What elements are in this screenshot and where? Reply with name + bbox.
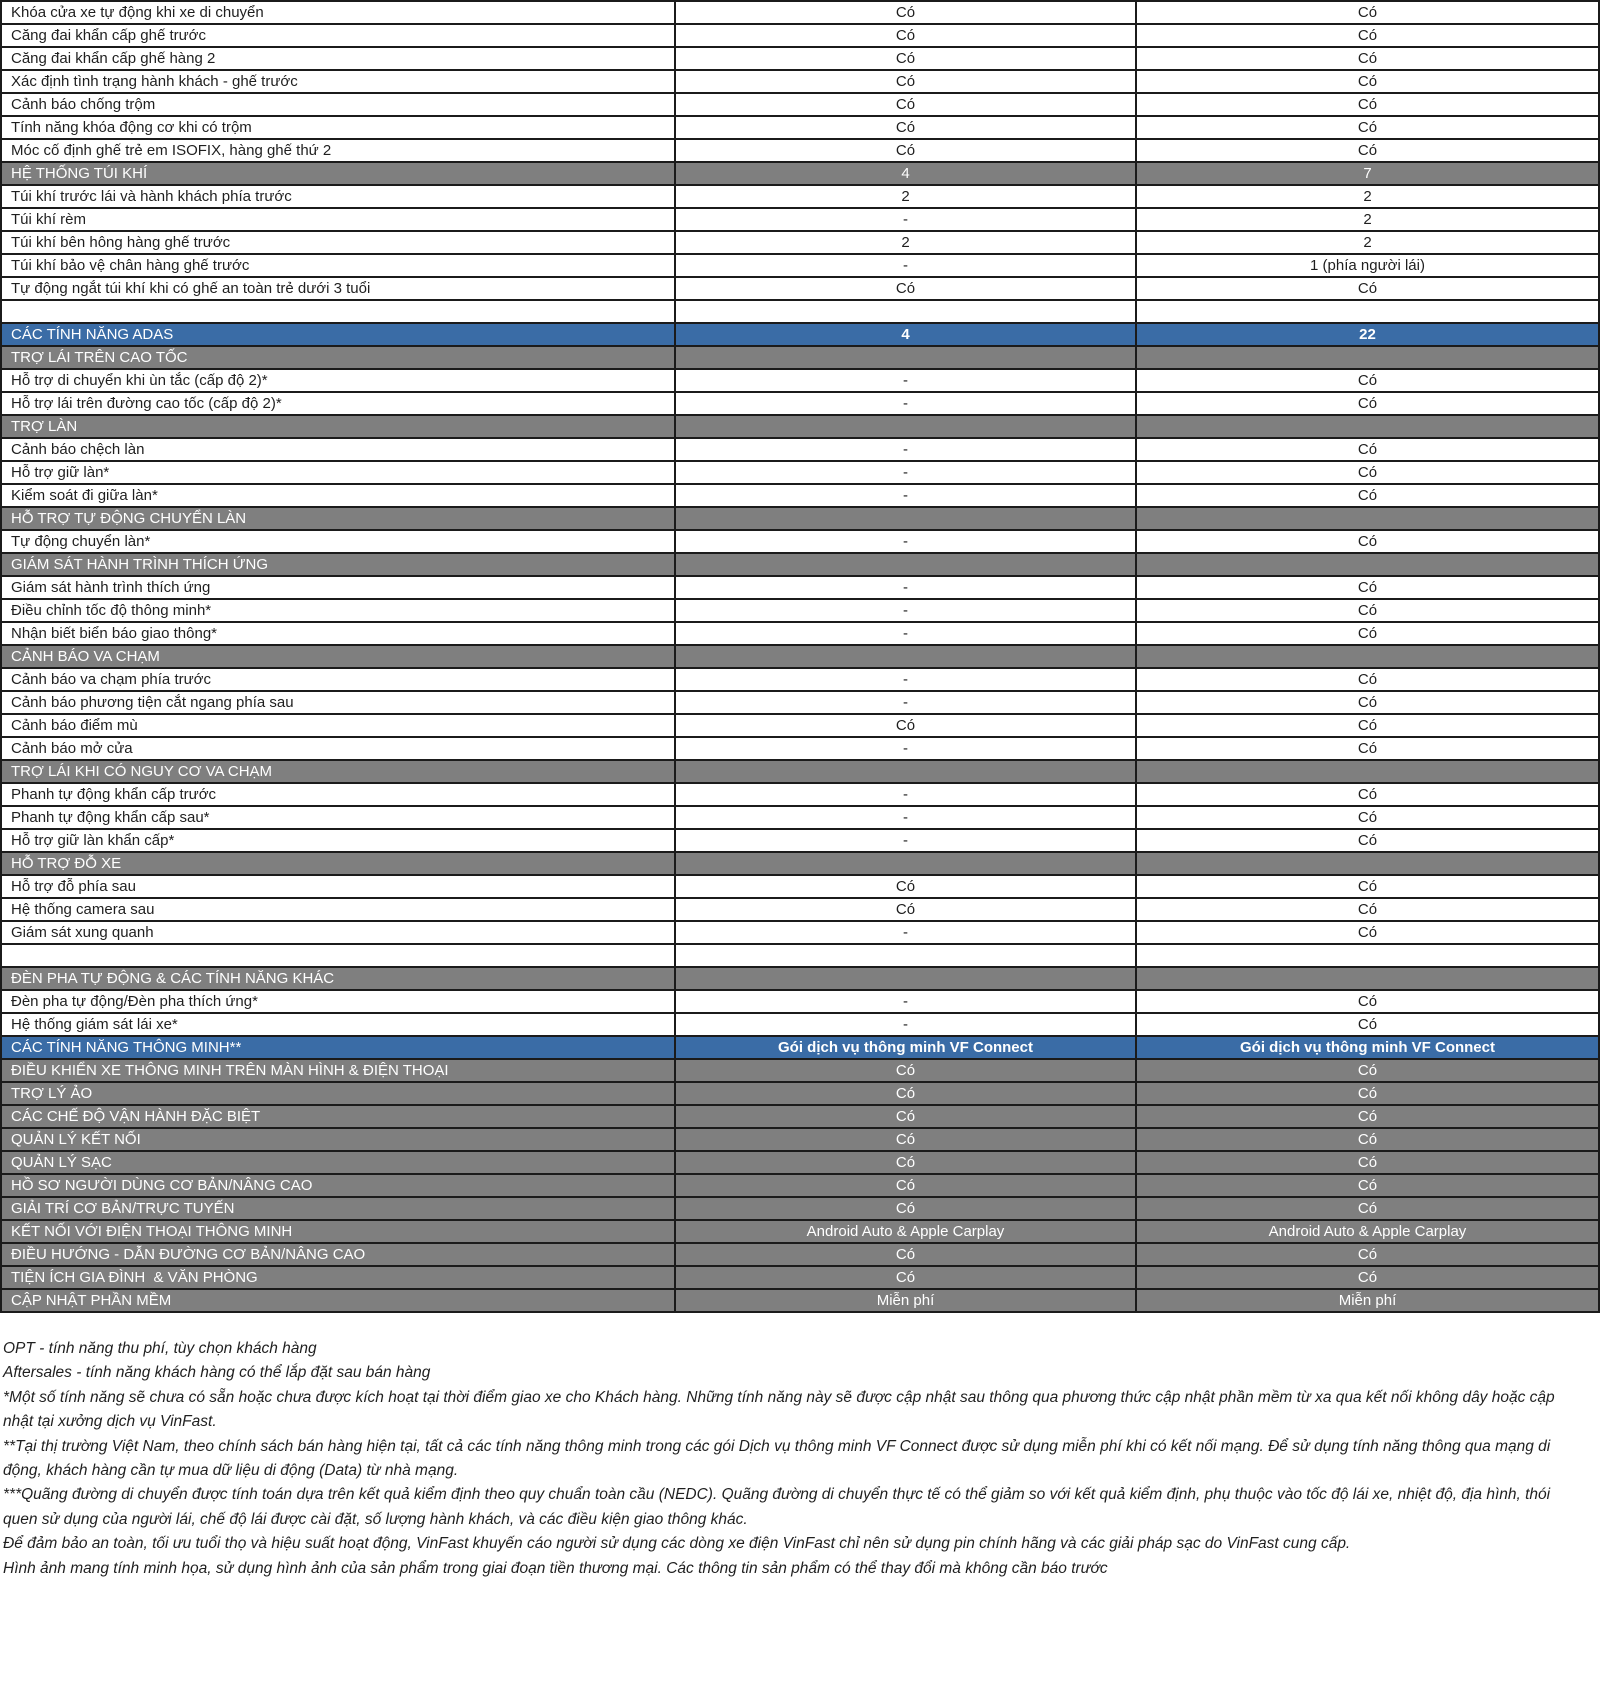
value-cell-variant-2: Có xyxy=(1137,1175,1600,1196)
value-cell-variant-2: Có xyxy=(1137,1129,1600,1150)
value-cell-variant-1: - xyxy=(676,531,1137,552)
feature-label: Cảnh báo va chạm phía trước xyxy=(2,669,676,690)
feature-label: Hỗ trợ giữ làn khẩn cấp* xyxy=(2,830,676,851)
value-cell-variant-2: 2 xyxy=(1137,232,1600,253)
value-cell-variant-2: Có xyxy=(1137,577,1600,598)
value-cell-variant-1: - xyxy=(676,439,1137,460)
value-cell-variant-2 xyxy=(1137,646,1600,667)
value-cell-variant-1: - xyxy=(676,577,1137,598)
feature-label: Xác định tình trạng hành khách - ghế trước xyxy=(2,71,676,92)
value-cell-variant-2 xyxy=(1137,508,1600,529)
value-cell-variant-2: Có xyxy=(1137,393,1600,414)
table-row xyxy=(2,577,1600,600)
value-cell-variant-1: Có xyxy=(676,1198,1137,1219)
value-cell-variant-1: - xyxy=(676,807,1137,828)
value-cell-variant-1: Có xyxy=(676,1129,1137,1150)
table-row xyxy=(2,1221,1600,1244)
table-row xyxy=(2,94,1600,117)
feature-label: TRỢ LÝ ẢO xyxy=(2,1083,676,1104)
value-cell-variant-2: Có xyxy=(1137,25,1600,46)
value-cell-variant-1: 4 xyxy=(676,163,1137,184)
feature-label: GIẢI TRÍ CƠ BẢN/TRỰC TUYẾN xyxy=(2,1198,676,1219)
value-cell-variant-2: Có xyxy=(1137,1198,1600,1219)
footnote-line: Hình ảnh mang tính minh họa, sử dụng hình ảnh của sản phẩm trong giai đoạn tiền thương mại. Các thông tin sản phẩm có thể thay đổi mà không cần báo trước xyxy=(3,1559,1108,1577)
table-row xyxy=(2,876,1600,899)
value-cell-variant-1 xyxy=(676,968,1137,989)
value-cell-variant-2: Có xyxy=(1137,600,1600,621)
feature-label: CÁC TÍNH NĂNG THÔNG MINH** xyxy=(2,1037,676,1058)
value-cell-variant-1 xyxy=(676,945,1137,966)
footnote-line: Để đảm bảo an toàn, tối ưu tuổi thọ và hiệu suất hoạt động, VinFast khuyến cáo người sử dụng các dòng xe điện VinFast chỉ nên sử dụng pin chính hãng và các giải pháp sạc do VinFast cung cấp. xyxy=(3,1535,1351,1553)
table-row xyxy=(2,2,1600,25)
feature-label: Kiểm soát đi giữa làn* xyxy=(2,485,676,506)
value-cell-variant-1 xyxy=(676,646,1137,667)
feature-label: Cảnh báo chống trộm xyxy=(2,94,676,115)
value-cell-variant-1: - xyxy=(676,255,1137,276)
table-row xyxy=(2,531,1600,554)
table-row xyxy=(2,692,1600,715)
feature-label: CẢNH BÁO VA CHẠM xyxy=(2,646,676,667)
value-cell-variant-2: Có xyxy=(1137,140,1600,161)
footnote-line: OPT - tính năng thu phí, tùy chọn khách hàng xyxy=(3,1340,317,1357)
table-row xyxy=(2,968,1600,991)
table-row xyxy=(2,1152,1600,1175)
table-row xyxy=(2,1083,1600,1106)
feature-label: Giám sát xung quanh xyxy=(2,922,676,943)
value-cell-variant-2: 2 xyxy=(1137,186,1600,207)
value-cell-variant-2 xyxy=(1137,853,1600,874)
table-row xyxy=(2,25,1600,48)
value-cell-variant-1: Android Auto & Apple Carplay xyxy=(676,1221,1137,1242)
value-cell-variant-2: Có xyxy=(1137,2,1600,23)
table-row xyxy=(2,48,1600,71)
feature-label: Điều chỉnh tốc độ thông minh* xyxy=(2,600,676,621)
value-cell-variant-1: 2 xyxy=(676,186,1137,207)
table-row xyxy=(2,715,1600,738)
feature-label: Đèn pha tự động/Đèn pha thích ứng* xyxy=(2,991,676,1012)
table-row xyxy=(2,71,1600,94)
value-cell-variant-2: Có xyxy=(1137,370,1600,391)
feature-label: Cảnh báo chệch làn xyxy=(2,439,676,460)
table-row xyxy=(2,1037,1600,1060)
value-cell-variant-1: Có xyxy=(676,94,1137,115)
value-cell-variant-2: Có xyxy=(1137,117,1600,138)
value-cell-variant-1: Gói dịch vụ thông minh VF Connect xyxy=(676,1037,1137,1058)
value-cell-variant-1: - xyxy=(676,370,1137,391)
feature-label: Căng đai khẩn cấp ghế trước xyxy=(2,25,676,46)
value-cell-variant-1: Có xyxy=(676,1060,1137,1081)
table-row xyxy=(2,186,1600,209)
feature-label: HỒ SƠ NGƯỜI DÙNG CƠ BẢN/NÂNG CAO xyxy=(2,1175,676,1196)
table-row xyxy=(2,830,1600,853)
value-cell-variant-1 xyxy=(676,761,1137,782)
feature-label: Hỗ trợ lái trên đường cao tốc (cấp độ 2)* xyxy=(2,393,676,414)
table-row xyxy=(2,347,1600,370)
table-row xyxy=(2,117,1600,140)
table-row xyxy=(2,508,1600,531)
value-cell-variant-2: 22 xyxy=(1137,324,1600,345)
feature-label: GIÁM SÁT HÀNH TRÌNH THÍCH ỨNG xyxy=(2,554,676,575)
feature-label: Nhận biết biển báo giao thông* xyxy=(2,623,676,644)
feature-label: Tự động ngắt túi khí khi có ghế an toàn trẻ dưới 3 tuổi xyxy=(2,278,676,299)
feature-label: Khóa cửa xe tự động khi xe di chuyển xyxy=(2,2,676,23)
value-cell-variant-2: Có xyxy=(1137,1083,1600,1104)
table-row xyxy=(2,623,1600,646)
table-row xyxy=(2,784,1600,807)
value-cell-variant-2: Có xyxy=(1137,623,1600,644)
table-row xyxy=(2,416,1600,439)
feature-label: KẾT NỐI VỚI ĐIỆN THOẠI THÔNG MINH xyxy=(2,1221,676,1242)
table-row xyxy=(2,439,1600,462)
value-cell-variant-2 xyxy=(1137,945,1600,966)
table-row xyxy=(2,140,1600,163)
table-row xyxy=(2,600,1600,623)
feature-label: Túi khí bên hông hàng ghế trước xyxy=(2,232,676,253)
value-cell-variant-1: Có xyxy=(676,117,1137,138)
table-row xyxy=(2,1129,1600,1152)
value-cell-variant-1: - xyxy=(676,991,1137,1012)
value-cell-variant-2: Có xyxy=(1137,876,1600,897)
value-cell-variant-1: 2 xyxy=(676,232,1137,253)
value-cell-variant-1: - xyxy=(676,1014,1137,1035)
feature-label: Phanh tự động khẩn cấp sau* xyxy=(2,807,676,828)
feature-label: HỖ TRỢ TỰ ĐỘNG CHUYỂN LÀN xyxy=(2,508,676,529)
value-cell-variant-1: Có xyxy=(676,25,1137,46)
feature-label: Căng đai khẩn cấp ghế hàng 2 xyxy=(2,48,676,69)
value-cell-variant-2 xyxy=(1137,968,1600,989)
feature-label xyxy=(2,301,676,322)
feature-label: Giám sát hành trình thích ứng xyxy=(2,577,676,598)
value-cell-variant-2: Có xyxy=(1137,1014,1600,1035)
value-cell-variant-2: Có xyxy=(1137,1267,1600,1288)
value-cell-variant-2: Có xyxy=(1137,669,1600,690)
table-row xyxy=(2,761,1600,784)
feature-label: QUẢN LÝ KẾT NỐI xyxy=(2,1129,676,1150)
value-cell-variant-2: Có xyxy=(1137,807,1600,828)
feature-label: Tự động chuyển làn* xyxy=(2,531,676,552)
value-cell-variant-1 xyxy=(676,853,1137,874)
feature-label: HỆ THỐNG TÚI KHÍ xyxy=(2,163,676,184)
value-cell-variant-1: - xyxy=(676,209,1137,230)
table-row xyxy=(2,393,1600,416)
value-cell-variant-1 xyxy=(676,301,1137,322)
value-cell-variant-1: Có xyxy=(676,1152,1137,1173)
table-row xyxy=(2,669,1600,692)
footnote-line: *Một số tính năng sẽ chưa có sẵn hoặc chưa được kích hoạt tại thời điểm giao xe cho Khách hàng. Những tính năng này sẽ được cập nhật sau thông qua phương thức cập nhật phần mềm từ xa qua kết nối không dây hoặc cập nhật tại xưởng dịch vụ VinFast. xyxy=(3,1388,1555,1431)
value-cell-variant-1: - xyxy=(676,462,1137,483)
value-cell-variant-2: Có xyxy=(1137,784,1600,805)
value-cell-variant-2 xyxy=(1137,347,1600,368)
feature-label: Túi khí rèm xyxy=(2,209,676,230)
feature-label: CẬP NHẬT PHẦN MỀM xyxy=(2,1290,676,1311)
value-cell-variant-2: Có xyxy=(1137,830,1600,851)
value-cell-variant-2: 1 (phía người lái) xyxy=(1137,255,1600,276)
value-cell-variant-2 xyxy=(1137,301,1600,322)
value-cell-variant-1: Có xyxy=(676,1083,1137,1104)
value-cell-variant-2: Android Auto & Apple Carplay xyxy=(1137,1221,1600,1242)
table-row xyxy=(2,462,1600,485)
value-cell-variant-2: Có xyxy=(1137,738,1600,759)
footnotes xyxy=(0,1337,1600,1581)
table-row xyxy=(2,370,1600,393)
table-row xyxy=(2,163,1600,186)
feature-label: CÁC CHẾ ĐỘ VẬN HÀNH ĐẶC BIỆT xyxy=(2,1106,676,1127)
value-cell-variant-2: Có xyxy=(1137,48,1600,69)
value-cell-variant-2: Có xyxy=(1137,278,1600,299)
value-cell-variant-1: Có xyxy=(676,1106,1137,1127)
value-cell-variant-1: - xyxy=(676,784,1137,805)
table-row xyxy=(2,278,1600,301)
value-cell-variant-2: Có xyxy=(1137,715,1600,736)
value-cell-variant-2 xyxy=(1137,554,1600,575)
feature-label: CÁC TÍNH NĂNG ADAS xyxy=(2,324,676,345)
value-cell-variant-1: Có xyxy=(676,876,1137,897)
table-row xyxy=(2,1014,1600,1037)
table-row xyxy=(2,324,1600,347)
value-cell-variant-1 xyxy=(676,508,1137,529)
value-cell-variant-1: Có xyxy=(676,1175,1137,1196)
value-cell-variant-2: Có xyxy=(1137,1152,1600,1173)
table-row xyxy=(2,301,1600,324)
feature-label: Túi khí trước lái và hành khách phía trước xyxy=(2,186,676,207)
table-row xyxy=(2,485,1600,508)
feature-label: TRỢ LÀN xyxy=(2,416,676,437)
table-row xyxy=(2,853,1600,876)
table-row xyxy=(2,922,1600,945)
value-cell-variant-2: Có xyxy=(1137,1106,1600,1127)
table-row xyxy=(2,1198,1600,1221)
table-row xyxy=(2,899,1600,922)
table-row xyxy=(2,1267,1600,1290)
value-cell-variant-2 xyxy=(1137,416,1600,437)
value-cell-variant-2: Có xyxy=(1137,692,1600,713)
value-cell-variant-1: 4 xyxy=(676,324,1137,345)
table-row xyxy=(2,209,1600,232)
value-cell-variant-2: Có xyxy=(1137,1060,1600,1081)
value-cell-variant-2: Có xyxy=(1137,462,1600,483)
feature-label: Móc cố định ghế trẻ em ISOFIX, hàng ghế thứ 2 xyxy=(2,140,676,161)
table-row xyxy=(2,232,1600,255)
feature-label: Hệ thống giám sát lái xe* xyxy=(2,1014,676,1035)
table-row xyxy=(2,738,1600,761)
value-cell-variant-1: - xyxy=(676,692,1137,713)
footnote-line: **Tại thị trường Việt Nam, theo chính sách bán hàng hiện tại, tất cả các tính năng thông minh trong các gói Dịch vụ thông minh VF Connect được sử dụng miễn phí khi có kết nối mạng. Để sử dụng tính năng thông qua mạng di động, khách hàng cần tự mua dữ liệu di động (Data) từ nhà mạng. xyxy=(3,1437,1551,1480)
value-cell-variant-2: 2 xyxy=(1137,209,1600,230)
table-row xyxy=(2,1175,1600,1198)
value-cell-variant-2: Có xyxy=(1137,531,1600,552)
feature-label: Cảnh báo mở cửa xyxy=(2,738,676,759)
value-cell-variant-1: Có xyxy=(676,48,1137,69)
feature-label: Hệ thống camera sau xyxy=(2,899,676,920)
feature-label: Túi khí bảo vệ chân hàng ghế trước xyxy=(2,255,676,276)
value-cell-variant-1: Có xyxy=(676,2,1137,23)
value-cell-variant-1 xyxy=(676,416,1137,437)
feature-label: Tính năng khóa động cơ khi có trộm xyxy=(2,117,676,138)
value-cell-variant-1: Có xyxy=(676,278,1137,299)
value-cell-variant-1: - xyxy=(676,485,1137,506)
value-cell-variant-1: Có xyxy=(676,1267,1137,1288)
table-row xyxy=(2,1290,1600,1313)
feature-label: Hỗ trợ di chuyển khi ùn tắc (cấp độ 2)* xyxy=(2,370,676,391)
value-cell-variant-2: Có xyxy=(1137,485,1600,506)
table-row xyxy=(2,991,1600,1014)
feature-label: Hỗ trợ giữ làn* xyxy=(2,462,676,483)
value-cell-variant-1: Có xyxy=(676,71,1137,92)
footnote-line: Aftersales - tính năng khách hàng có thể lắp đặt sau bán hàng xyxy=(3,1364,431,1382)
feature-label xyxy=(2,945,676,966)
footnote-line: ***Quãng đường di chuyển được tính toán dựa trên kết quả kiểm định theo quy chuẩn toàn cầu (NEDC). Quãng đường di chuyển thực tế có thể giảm so với kết quả kiểm định, phụ thuộc vào tốc độ lái xe, nhiệt độ, địa hình, thói quen sử dụng của người lái, chế độ lái được cài đặt, số lượng hành khách, và các điều kiện giao thông khác. xyxy=(3,1486,1551,1528)
feature-label: TRỢ LÁI KHI CÓ NGUY CƠ VA CHẠM xyxy=(2,761,676,782)
feature-label: Cảnh báo phương tiện cắt ngang phía sau xyxy=(2,692,676,713)
value-cell-variant-2: Có xyxy=(1137,922,1600,943)
feature-label: TRỢ LÁI TRÊN CAO TỐC xyxy=(2,347,676,368)
value-cell-variant-1: Có xyxy=(676,1244,1137,1265)
feature-label: Phanh tự động khẩn cấp trước xyxy=(2,784,676,805)
table-row xyxy=(2,1244,1600,1267)
feature-label: ĐIỀU KHIỂN XE THÔNG MINH TRÊN MÀN HÌNH & ĐIỆN THOẠI xyxy=(2,1060,676,1081)
value-cell-variant-2: 7 xyxy=(1137,163,1600,184)
value-cell-variant-2: Có xyxy=(1137,94,1600,115)
table-row xyxy=(2,807,1600,830)
value-cell-variant-1: Có xyxy=(676,140,1137,161)
feature-label: HỖ TRỢ ĐỖ XE xyxy=(2,853,676,874)
value-cell-variant-1: - xyxy=(676,922,1137,943)
value-cell-variant-2: Có xyxy=(1137,71,1600,92)
value-cell-variant-1 xyxy=(676,554,1137,575)
table-row xyxy=(2,1106,1600,1129)
value-cell-variant-2: Miễn phí xyxy=(1137,1290,1600,1311)
feature-label: Hỗ trợ đỗ phía sau xyxy=(2,876,676,897)
value-cell-variant-2: Có xyxy=(1137,991,1600,1012)
table-row xyxy=(2,1060,1600,1083)
value-cell-variant-1: - xyxy=(676,393,1137,414)
value-cell-variant-1: - xyxy=(676,738,1137,759)
value-cell-variant-1: - xyxy=(676,600,1137,621)
value-cell-variant-2: Có xyxy=(1137,1244,1600,1265)
feature-label: ĐIỀU HƯỚNG - DẪN ĐƯỜNG CƠ BẢN/NÂNG CAO xyxy=(2,1244,676,1265)
table-row xyxy=(2,554,1600,577)
value-cell-variant-1 xyxy=(676,347,1137,368)
table-row xyxy=(2,255,1600,278)
value-cell-variant-1: - xyxy=(676,623,1137,644)
table-row xyxy=(2,945,1600,968)
table-row xyxy=(2,646,1600,669)
value-cell-variant-1: Có xyxy=(676,899,1137,920)
value-cell-variant-2 xyxy=(1137,761,1600,782)
value-cell-variant-1: - xyxy=(676,669,1137,690)
value-cell-variant-2: Gói dịch vụ thông minh VF Connect xyxy=(1137,1037,1600,1058)
value-cell-variant-2: Có xyxy=(1137,439,1600,460)
value-cell-variant-1: Miễn phí xyxy=(676,1290,1137,1311)
value-cell-variant-1: Có xyxy=(676,715,1137,736)
feature-label: QUẢN LÝ SẠC xyxy=(2,1152,676,1173)
feature-label: Cảnh báo điểm mù xyxy=(2,715,676,736)
value-cell-variant-2: Có xyxy=(1137,899,1600,920)
value-cell-variant-1: - xyxy=(676,830,1137,851)
feature-label: TIỆN ÍCH GIA ĐÌNH & VĂN PHÒNG xyxy=(2,1267,676,1288)
feature-label: ĐÈN PHA TỰ ĐỘNG & CÁC TÍNH NĂNG KHÁC xyxy=(2,968,676,989)
